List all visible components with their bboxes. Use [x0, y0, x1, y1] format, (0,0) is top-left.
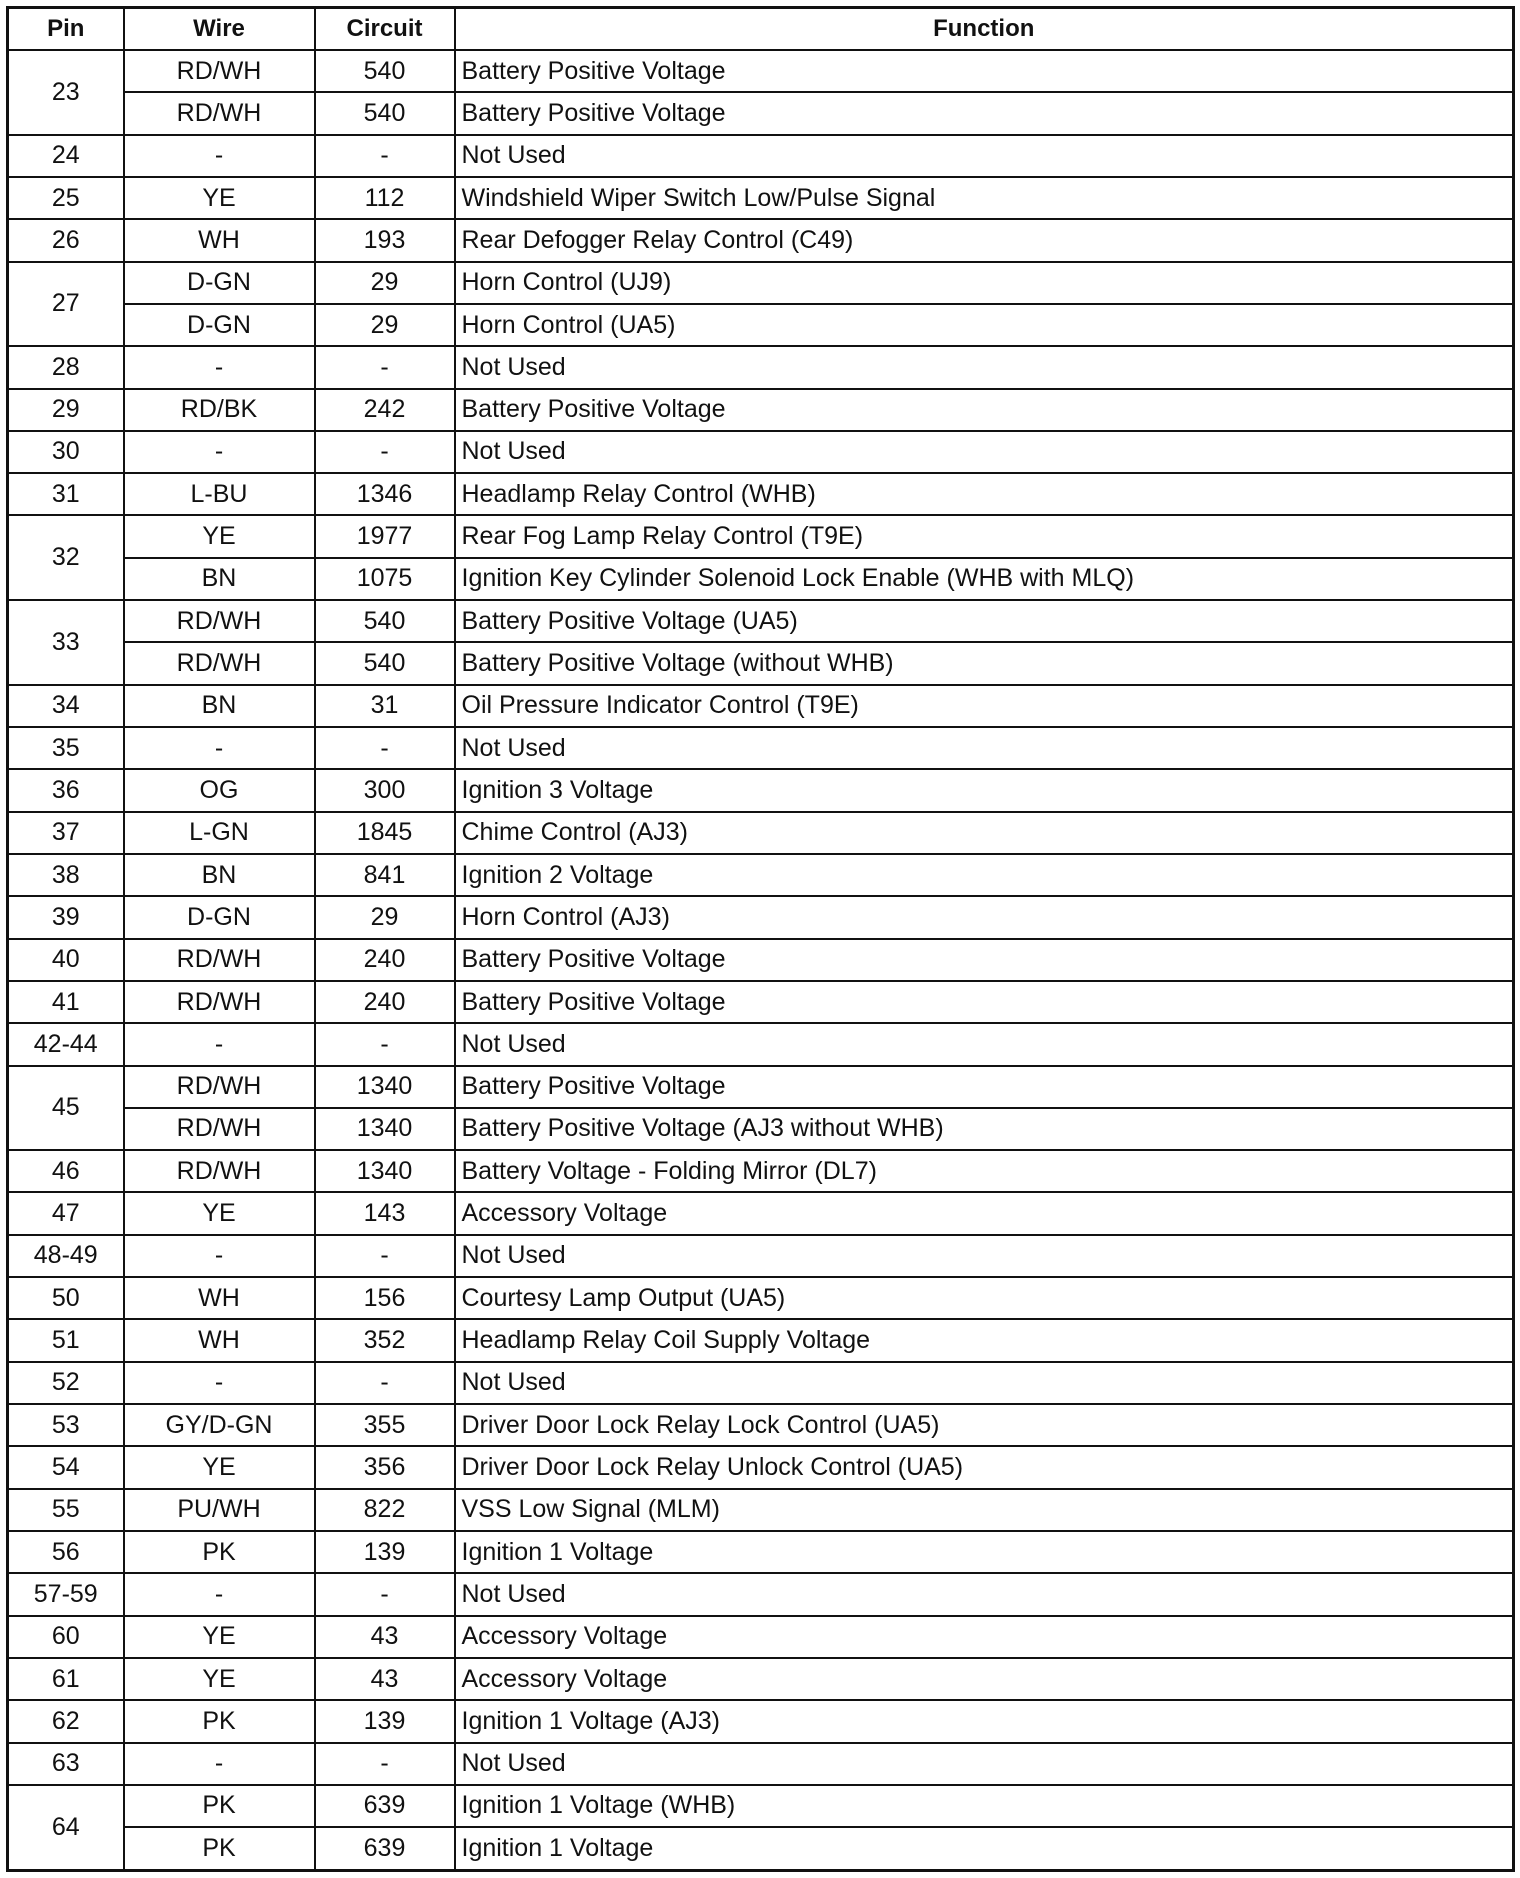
pin-cell: 61	[8, 1658, 124, 1700]
wire-cell: YE	[124, 177, 315, 219]
wire-cell: PK	[124, 1827, 315, 1870]
table-row	[8, 389, 1514, 431]
table-row	[8, 600, 1514, 642]
table-row	[8, 1108, 1514, 1150]
wire-cell: WH	[124, 219, 315, 261]
function-cell: Rear Fog Lamp Relay Control (T9E)	[455, 515, 1514, 557]
table-row	[8, 1827, 1514, 1870]
pin-cell: 34	[8, 685, 124, 727]
function-cell: Battery Positive Voltage	[455, 92, 1514, 134]
wire-cell: -	[124, 727, 315, 769]
table-row	[8, 304, 1514, 346]
table-row	[8, 50, 1514, 92]
circuit-cell: 43	[315, 1616, 455, 1658]
wire-cell: D-GN	[124, 304, 315, 346]
table-row	[8, 981, 1514, 1023]
circuit-cell: 639	[315, 1827, 455, 1870]
pin-cell: 47	[8, 1192, 124, 1234]
table-row	[8, 1066, 1514, 1108]
table-row	[8, 262, 1514, 304]
pin-cell: 35	[8, 727, 124, 769]
circuit-cell: -	[315, 346, 455, 388]
pin-cell: 62	[8, 1700, 124, 1742]
function-cell: Accessory Voltage	[455, 1658, 1514, 1700]
wire-cell: PK	[124, 1785, 315, 1827]
function-cell: Driver Door Lock Relay Unlock Control (UA5)	[455, 1446, 1514, 1488]
table-row	[8, 1235, 1514, 1277]
wire-cell: WH	[124, 1277, 315, 1319]
pin-cell: 54	[8, 1446, 124, 1488]
table-row	[8, 1446, 1514, 1488]
table-row	[8, 473, 1514, 515]
wire-cell: D-GN	[124, 896, 315, 938]
function-cell: Ignition 2 Voltage	[455, 854, 1514, 896]
circuit-cell: -	[315, 727, 455, 769]
circuit-cell: 31	[315, 685, 455, 727]
function-cell: Ignition 1 Voltage (WHB)	[455, 1785, 1514, 1827]
table-row	[8, 1277, 1514, 1319]
wire-cell: RD/WH	[124, 1150, 315, 1192]
circuit-cell: 43	[315, 1658, 455, 1700]
circuit-cell: 1346	[315, 473, 455, 515]
pin-cell: 39	[8, 896, 124, 938]
table-row	[8, 1404, 1514, 1446]
pin-cell: 53	[8, 1404, 124, 1446]
pin-cell: 42-44	[8, 1023, 124, 1065]
wire-cell: YE	[124, 1192, 315, 1234]
table-row	[8, 1023, 1514, 1065]
circuit-cell: 540	[315, 50, 455, 92]
wire-cell: RD/WH	[124, 981, 315, 1023]
header-circuit: Circuit	[315, 8, 455, 51]
wire-cell: D-GN	[124, 262, 315, 304]
circuit-cell: 156	[315, 1277, 455, 1319]
pin-cell: 52	[8, 1362, 124, 1404]
table-row	[8, 1743, 1514, 1785]
function-cell: Not Used	[455, 346, 1514, 388]
wire-cell: -	[124, 346, 315, 388]
table-row	[8, 642, 1514, 684]
circuit-cell: 1340	[315, 1108, 455, 1150]
pin-cell: 50	[8, 1277, 124, 1319]
table-row	[8, 1785, 1514, 1827]
pin-cell: 31	[8, 473, 124, 515]
wire-cell: -	[124, 1573, 315, 1615]
pin-cell: 38	[8, 854, 124, 896]
circuit-cell: 193	[315, 219, 455, 261]
wire-cell: RD/WH	[124, 50, 315, 92]
function-cell: Battery Positive Voltage	[455, 1066, 1514, 1108]
function-cell: Not Used	[455, 1235, 1514, 1277]
function-cell: Not Used	[455, 1743, 1514, 1785]
wire-cell: BN	[124, 685, 315, 727]
pin-cell: 37	[8, 812, 124, 854]
circuit-cell: 639	[315, 1785, 455, 1827]
pin-cell: 64	[8, 1785, 124, 1871]
circuit-cell: 240	[315, 939, 455, 981]
function-cell: Courtesy Lamp Output (UA5)	[455, 1277, 1514, 1319]
function-cell: Not Used	[455, 135, 1514, 177]
function-cell: Not Used	[455, 1023, 1514, 1065]
circuit-cell: 540	[315, 92, 455, 134]
circuit-cell: 1845	[315, 812, 455, 854]
function-cell: Headlamp Relay Control (WHB)	[455, 473, 1514, 515]
header-wire: Wire	[124, 8, 315, 51]
table-row	[8, 1362, 1514, 1404]
wire-cell: PK	[124, 1531, 315, 1573]
pin-cell: 24	[8, 135, 124, 177]
function-cell: Battery Positive Voltage	[455, 50, 1514, 92]
pin-cell: 27	[8, 262, 124, 347]
circuit-cell: 1977	[315, 515, 455, 557]
function-cell: Not Used	[455, 1573, 1514, 1615]
table-row	[8, 558, 1514, 600]
circuit-cell: 356	[315, 1446, 455, 1488]
wire-cell: YE	[124, 1446, 315, 1488]
table-row	[8, 939, 1514, 981]
table-row	[8, 727, 1514, 769]
pin-cell: 33	[8, 600, 124, 685]
circuit-cell: 300	[315, 769, 455, 811]
wire-cell: RD/WH	[124, 1108, 315, 1150]
wire-cell: BN	[124, 854, 315, 896]
function-cell: Battery Positive Voltage (AJ3 without WHB)	[455, 1108, 1514, 1150]
function-cell: Battery Positive Voltage	[455, 981, 1514, 1023]
table-row	[8, 1319, 1514, 1361]
table-row	[8, 1658, 1514, 1700]
header-pin: Pin	[8, 8, 124, 51]
function-cell: Headlamp Relay Coil Supply Voltage	[455, 1319, 1514, 1361]
circuit-cell: 139	[315, 1700, 455, 1742]
table-row	[8, 769, 1514, 811]
table-row	[8, 1573, 1514, 1615]
table-row	[8, 1700, 1514, 1742]
pin-cell: 48-49	[8, 1235, 124, 1277]
table-row	[8, 1531, 1514, 1573]
pin-cell: 32	[8, 515, 124, 600]
circuit-cell: -	[315, 1743, 455, 1785]
wire-cell: RD/WH	[124, 92, 315, 134]
circuit-cell: -	[315, 1362, 455, 1404]
wire-cell: GY/D-GN	[124, 1404, 315, 1446]
header-function: Function	[455, 8, 1514, 51]
pin-cell: 51	[8, 1319, 124, 1361]
header-row	[8, 8, 1514, 51]
wire-cell: WH	[124, 1319, 315, 1361]
pin-cell: 36	[8, 769, 124, 811]
wire-cell: RD/WH	[124, 642, 315, 684]
circuit-cell: 352	[315, 1319, 455, 1361]
circuit-cell: 355	[315, 1404, 455, 1446]
pin-cell: 26	[8, 219, 124, 261]
pin-cell: 57-59	[8, 1573, 124, 1615]
table-row	[8, 515, 1514, 557]
function-cell: Accessory Voltage	[455, 1192, 1514, 1234]
circuit-cell: -	[315, 135, 455, 177]
function-cell: Battery Positive Voltage	[455, 939, 1514, 981]
wire-cell: -	[124, 135, 315, 177]
circuit-cell: 143	[315, 1192, 455, 1234]
wire-cell: YE	[124, 1616, 315, 1658]
pin-cell: 41	[8, 981, 124, 1023]
function-cell: Horn Control (UA5)	[455, 304, 1514, 346]
function-cell: Ignition 1 Voltage	[455, 1827, 1514, 1870]
function-cell: Ignition 3 Voltage	[455, 769, 1514, 811]
function-cell: Battery Positive Voltage	[455, 389, 1514, 431]
wire-cell: RD/WH	[124, 1066, 315, 1108]
pin-cell: 30	[8, 431, 124, 473]
table-row	[8, 431, 1514, 473]
function-cell: Rear Defogger Relay Control (C49)	[455, 219, 1514, 261]
circuit-cell: 139	[315, 1531, 455, 1573]
circuit-cell: -	[315, 1023, 455, 1065]
function-cell: Not Used	[455, 1362, 1514, 1404]
wire-cell: L-GN	[124, 812, 315, 854]
function-cell: Driver Door Lock Relay Lock Control (UA5)	[455, 1404, 1514, 1446]
function-cell: Oil Pressure Indicator Control (T9E)	[455, 685, 1514, 727]
wire-cell: -	[124, 1743, 315, 1785]
table-row	[8, 1192, 1514, 1234]
pin-cell: 60	[8, 1616, 124, 1658]
connector-pinout-table	[6, 6, 1515, 1872]
function-cell: Chime Control (AJ3)	[455, 812, 1514, 854]
circuit-cell: -	[315, 431, 455, 473]
function-cell: Not Used	[455, 431, 1514, 473]
circuit-cell: 540	[315, 642, 455, 684]
wire-cell: -	[124, 1023, 315, 1065]
table-row	[8, 219, 1514, 261]
circuit-cell: 822	[315, 1489, 455, 1531]
circuit-cell: 1075	[315, 558, 455, 600]
table-header	[8, 8, 1514, 51]
wire-cell: RD/WH	[124, 600, 315, 642]
pin-cell: 55	[8, 1489, 124, 1531]
function-cell: Battery Positive Voltage (without WHB)	[455, 642, 1514, 684]
circuit-cell: 841	[315, 854, 455, 896]
wire-cell: RD/WH	[124, 939, 315, 981]
pin-cell: 40	[8, 939, 124, 981]
circuit-cell: 29	[315, 304, 455, 346]
table-body	[8, 50, 1514, 1871]
function-cell: Battery Positive Voltage (UA5)	[455, 600, 1514, 642]
circuit-cell: 1340	[315, 1066, 455, 1108]
pin-cell: 63	[8, 1743, 124, 1785]
function-cell: Accessory Voltage	[455, 1616, 1514, 1658]
table-row	[8, 854, 1514, 896]
function-cell: Ignition 1 Voltage	[455, 1531, 1514, 1573]
circuit-cell: 29	[315, 896, 455, 938]
function-cell: Horn Control (AJ3)	[455, 896, 1514, 938]
function-cell: Horn Control (UJ9)	[455, 262, 1514, 304]
circuit-cell: 240	[315, 981, 455, 1023]
function-cell: Windshield Wiper Switch Low/Pulse Signal	[455, 177, 1514, 219]
wire-cell: -	[124, 1235, 315, 1277]
circuit-cell: -	[315, 1235, 455, 1277]
pin-cell: 28	[8, 346, 124, 388]
pin-cell: 23	[8, 50, 124, 135]
circuit-cell: 242	[315, 389, 455, 431]
table-row	[8, 135, 1514, 177]
pin-cell: 45	[8, 1066, 124, 1151]
pin-cell: 46	[8, 1150, 124, 1192]
table-row	[8, 896, 1514, 938]
pin-cell: 29	[8, 389, 124, 431]
table-row	[8, 685, 1514, 727]
table-row	[8, 1489, 1514, 1531]
wire-cell: OG	[124, 769, 315, 811]
function-cell: Not Used	[455, 727, 1514, 769]
function-cell: Ignition Key Cylinder Solenoid Lock Enable (WHB with MLQ)	[455, 558, 1514, 600]
wire-cell: PU/WH	[124, 1489, 315, 1531]
wire-cell: PK	[124, 1700, 315, 1742]
circuit-cell: 540	[315, 600, 455, 642]
function-cell: Battery Voltage - Folding Mirror (DL7)	[455, 1150, 1514, 1192]
pin-cell: 25	[8, 177, 124, 219]
circuit-cell: -	[315, 1573, 455, 1615]
table-row	[8, 92, 1514, 134]
wire-cell: -	[124, 1362, 315, 1404]
wire-cell: BN	[124, 558, 315, 600]
wire-cell: L-BU	[124, 473, 315, 515]
wire-cell: YE	[124, 1658, 315, 1700]
wire-cell: YE	[124, 515, 315, 557]
circuit-cell: 112	[315, 177, 455, 219]
wire-cell: -	[124, 431, 315, 473]
pin-cell: 56	[8, 1531, 124, 1573]
table-row	[8, 812, 1514, 854]
function-cell: VSS Low Signal (MLM)	[455, 1489, 1514, 1531]
wire-cell: RD/BK	[124, 389, 315, 431]
table-row	[8, 177, 1514, 219]
circuit-cell: 1340	[315, 1150, 455, 1192]
table-row	[8, 1150, 1514, 1192]
circuit-cell: 29	[315, 262, 455, 304]
table-row	[8, 1616, 1514, 1658]
table-row	[8, 346, 1514, 388]
function-cell: Ignition 1 Voltage (AJ3)	[455, 1700, 1514, 1742]
